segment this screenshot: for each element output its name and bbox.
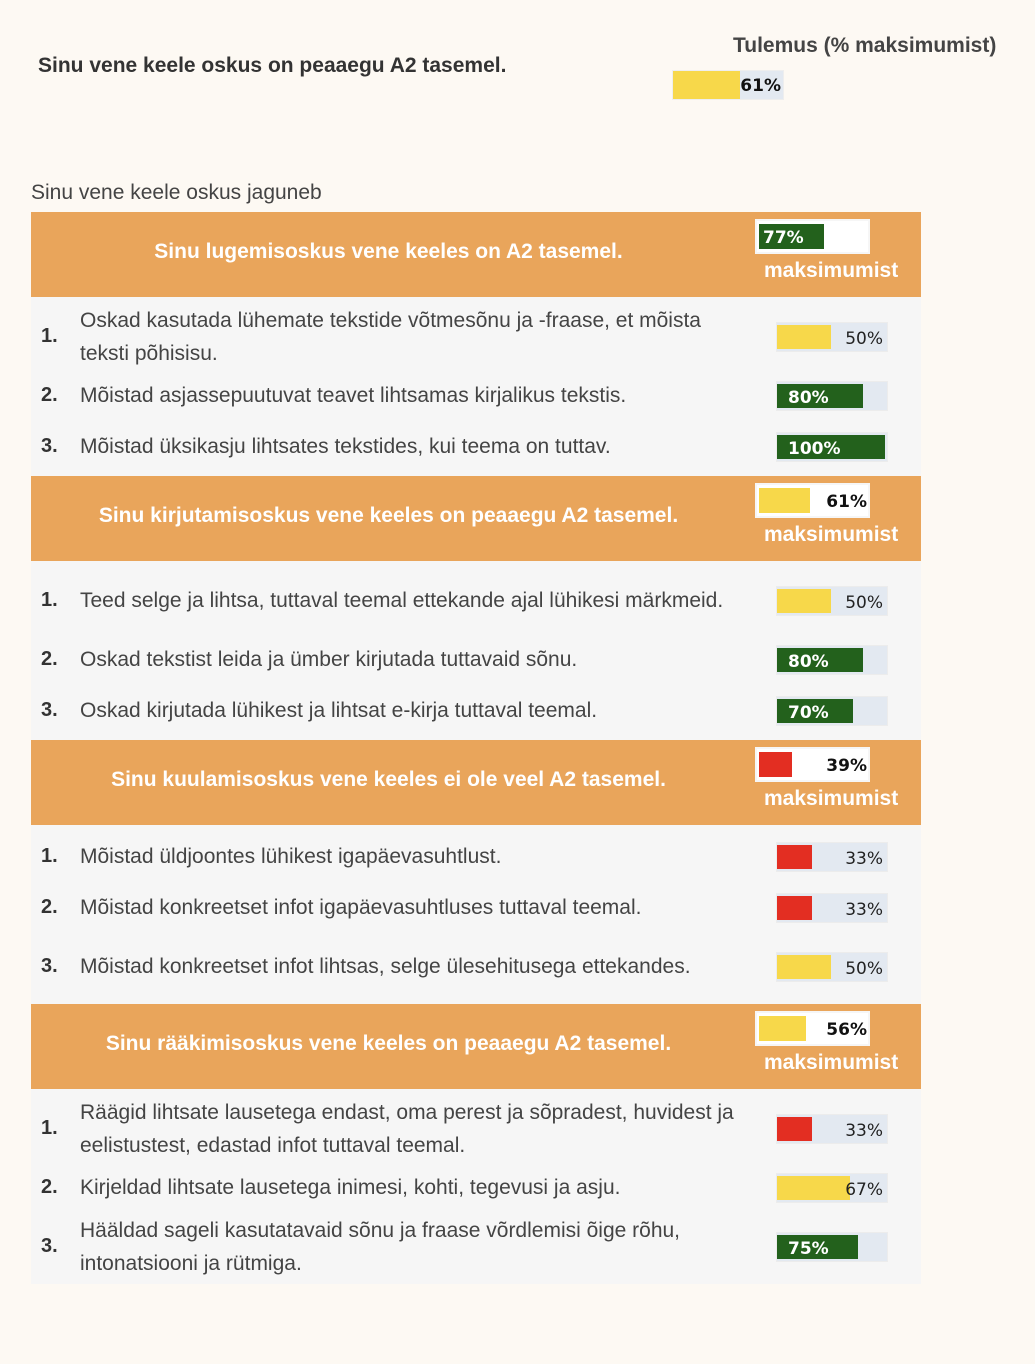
section-progress-bar: [755, 219, 870, 254]
item-percent: 50%: [845, 592, 883, 613]
section-title: Sinu kirjutamisoskus vene keeles on peaaegu A2 tasemel.: [98, 504, 679, 527]
list-item: [31, 1162, 921, 1213]
item-text: Räägid lihtsate lausetega endast, oma perest ja sõpradest, huvidest ja eelistustest, edastad infot tuttaval teemal.: [80, 1100, 734, 1157]
summary-text: Sinu vene keele oskus on peaaegu A2 tasemel.: [38, 54, 507, 77]
item-progress-bar: [776, 1173, 888, 1203]
item-text: Oskad kirjutada lühikest ja lihtsat e-kirja tuttaval teemal.: [80, 699, 598, 722]
list-item: [31, 370, 921, 421]
item-text: Mõistad konkreetset infot lihtsas, selge ülesehitusega ettekandes.: [80, 955, 691, 978]
item-percent: 67%: [845, 1179, 883, 1200]
section-header: [31, 740, 921, 825]
list-item: [31, 831, 921, 882]
section-max-label: maksimumist: [764, 787, 899, 810]
item-progress-bar: [776, 1232, 888, 1262]
item-progress-bar: [776, 381, 888, 411]
item-number: 2.: [41, 1176, 58, 1198]
item-text: Mõistad üksikasju lihtsates tekstides, kui teema on tuttav.: [80, 435, 611, 458]
section-progress-fill: [759, 488, 810, 513]
item-progress-bar: [776, 586, 888, 616]
section-items: [31, 1089, 921, 1284]
item-text: Teed selge ja lihtsa, tuttaval teemal ettekande ajal lühikesi märkmeid.: [80, 589, 724, 612]
item-text: Hääldad sageli kasutatavaid sõnu ja fraase võrdlemisi õige rõhu, intonatsiooni ja rütmiga.: [80, 1218, 681, 1275]
item-text: Oskad kasutada lühemate tekstide võtmesõnu ja -fraase, et mõista teksti põhisisu.: [80, 308, 701, 365]
item-progress-fill: [777, 325, 831, 349]
item-text: Oskad tekstist leida ja ümber kirjutada tuttavaid sõnu.: [80, 648, 578, 671]
item-number: 3.: [41, 699, 58, 721]
section-percent: 77%: [763, 228, 804, 248]
section-header: [31, 1004, 921, 1089]
overall-progress-fill: [673, 71, 740, 99]
section-percent: 56%: [826, 1020, 867, 1040]
section-max-label: maksimumist: [764, 1051, 899, 1074]
item-progress-bar: [776, 322, 888, 352]
breakdown-label: Sinu vene keele oskus jaguneb: [31, 181, 322, 204]
item-text: Kirjeldad lihtsate lausetega inimesi, kohti, tegevusi ja asju.: [80, 1176, 621, 1199]
item-progress-bar: [776, 1114, 888, 1144]
section-header: [31, 212, 921, 297]
list-item: [31, 1095, 921, 1162]
list-item: [31, 882, 921, 933]
item-percent: 33%: [845, 899, 883, 920]
section-title: Sinu lugemisoskus vene keeles on A2 tasemel.: [154, 240, 623, 263]
item-percent: 80%: [788, 651, 829, 672]
item-percent: 50%: [845, 328, 883, 349]
item-progress-bar: [776, 432, 888, 462]
item-text: Mõistad konkreetset infot igapäevasuhtluses tuttaval teemal.: [80, 896, 642, 919]
item-number: 3.: [41, 1235, 58, 1257]
section-items: [31, 297, 921, 476]
item-text: Mõistad üldjoontes lühikest igapäevasuhtlust.: [80, 845, 502, 868]
item-progress-bar: [776, 645, 888, 675]
item-number: 1.: [41, 845, 58, 867]
item-progress-fill: [777, 1117, 812, 1141]
item-number: 2.: [41, 648, 58, 670]
item-number: 2.: [41, 896, 58, 918]
item-percent: 50%: [845, 958, 883, 979]
item-percent: 100%: [788, 438, 841, 459]
list-item: [31, 1213, 921, 1280]
section-progress-bar: [755, 747, 870, 782]
item-progress-fill: [777, 1176, 850, 1200]
section-items: [31, 561, 921, 740]
list-item: [31, 303, 921, 370]
item-progress-fill: [777, 896, 812, 920]
section-max-label: maksimumist: [764, 259, 899, 282]
item-progress-fill: [777, 845, 812, 869]
item-progress-bar: [776, 952, 888, 982]
section-progress-fill: [759, 752, 792, 777]
item-progress-fill: [777, 589, 831, 613]
list-item: [31, 567, 921, 634]
overall-progress-bar: [672, 70, 784, 100]
item-number: 2.: [41, 384, 58, 406]
result-label: Tulemus (% maksimumist): [733, 34, 997, 57]
section-max-label: maksimumist: [764, 523, 899, 546]
section-progress-fill: [759, 1016, 806, 1041]
item-percent: 33%: [845, 1120, 883, 1141]
item-number: 3.: [41, 435, 58, 457]
item-number: 1.: [41, 589, 58, 611]
overall-percent: 61%: [740, 76, 781, 96]
list-item: [31, 685, 921, 736]
item-percent: 80%: [788, 387, 829, 408]
item-number: 1.: [41, 325, 58, 347]
item-percent: 33%: [845, 848, 883, 869]
item-progress-fill: [777, 955, 831, 979]
list-item: [31, 421, 921, 472]
list-item: [31, 933, 921, 1000]
section-items: [31, 825, 921, 1004]
section-title: Sinu kuulamisoskus vene keeles ei ole veel A2 tasemel.: [111, 768, 666, 791]
list-item: [31, 634, 921, 685]
item-number: 1.: [41, 1117, 58, 1139]
section-progress-bar: [755, 1011, 870, 1046]
item-percent: 75%: [788, 1238, 829, 1259]
section-percent: 39%: [826, 756, 867, 776]
item-progress-bar: [776, 893, 888, 923]
item-percent: 70%: [788, 702, 829, 723]
section-progress-bar: [755, 483, 870, 518]
item-number: 3.: [41, 955, 58, 977]
section-header: [31, 476, 921, 561]
item-progress-bar: [776, 696, 888, 726]
item-text: Mõistad asjassepuutuvat teavet lihtsamas kirjalikus tekstis.: [80, 384, 627, 407]
skill-sections: [31, 212, 921, 1284]
item-progress-bar: [776, 842, 888, 872]
section-percent: 61%: [826, 492, 867, 512]
section-title: Sinu rääkimisoskus vene keeles on peaaegu A2 tasemel.: [105, 1032, 672, 1055]
